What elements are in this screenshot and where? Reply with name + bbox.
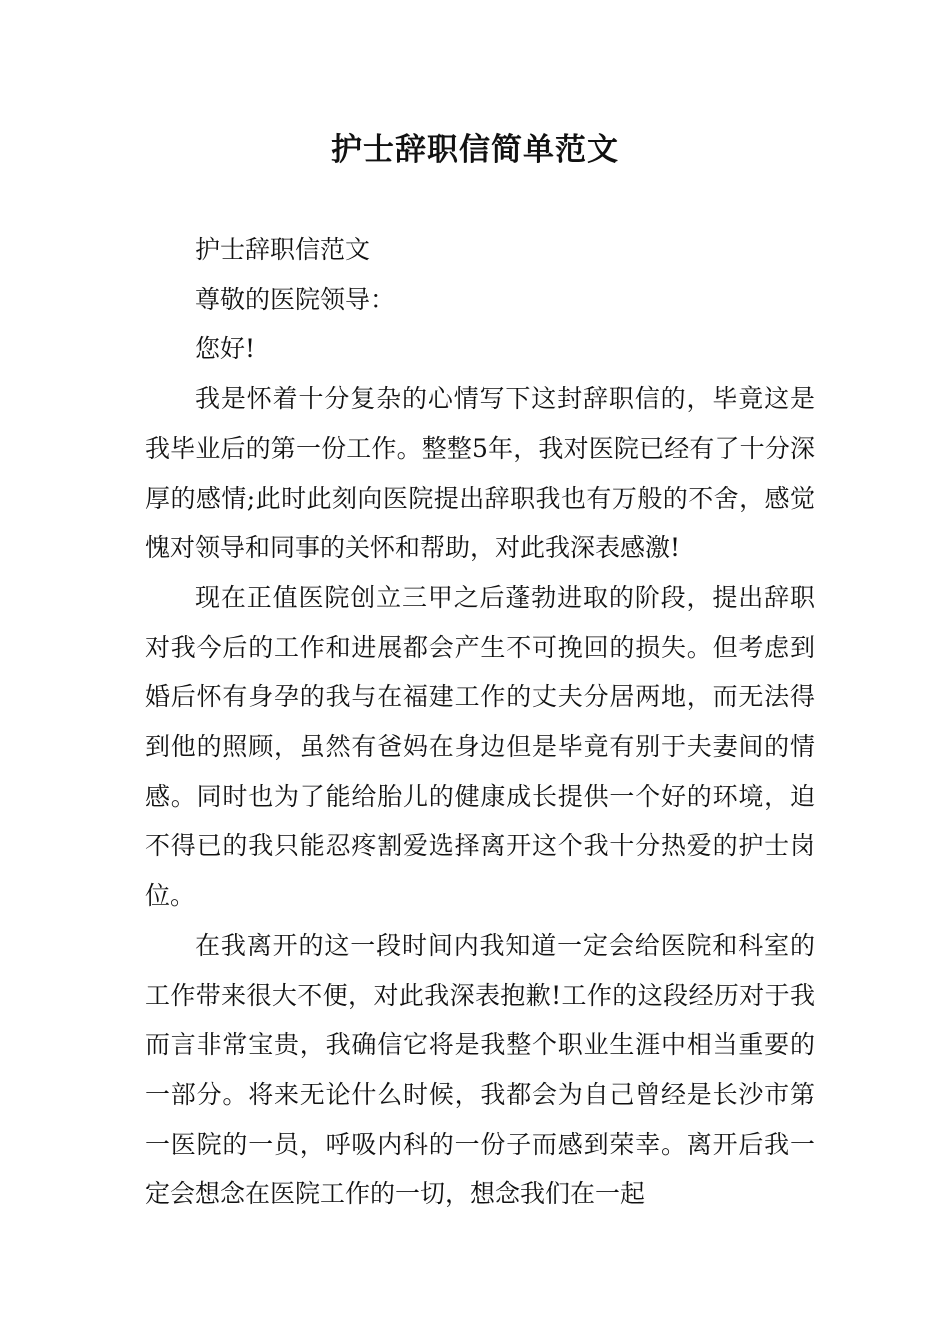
paragraph-body-2: 现在正值医院创立三甲之后蓬勃进取的阶段，提出辞职对我今后的工作和进展都会产生不可挽回的损失。但考虑到婚后怀有身孕的我与在福建工作的丈夫分居两地，而无法得到他的照顾，虽然有爸妈在身边但是毕竟有别于夫妻间的情感。同时也为了能给胎儿的健康成长提供一个好的环境，迫不得已的我只能忍疼割爱选择离开这个我十分热爱的护士岗位。 [145,582,815,911]
document-body [145,225,815,1219]
paragraph-salutation: 尊敬的医院领导： [195,284,396,314]
paragraph-body-1: 我是怀着十分复杂的心情写下这封辞职信的，毕竟这是我毕业后的第一份工作。整整5年，我对医院已经有了十分深厚的感情;此时此刻向医院提出辞职我也有万般的不舍，感觉愧对领导和同事的关怀和帮助，对此我深表感激! [145,384,815,563]
document-title: 护士辞职信简单范文 [331,132,619,168]
paragraph-heading: 护士辞职信范文 [195,235,371,264]
paragraph-greeting: 您好! [195,334,256,364]
paragraph-body-3: 在我离开的这一段时间内我知道一定会给医院和科室的工作带来很大不便，对此我深表抱歉!工作的这段经历对于我而言非常宝贵，我确信它将是我整个职业生涯中相当重要的一部分。将来无论什么时候，我都会为自己曾经是长沙市第一医院的一员，呼吸内科的一份子而感到荣幸。离开后我一定会想念在医院工作的一切，想念我们在一起 [145,930,815,1209]
